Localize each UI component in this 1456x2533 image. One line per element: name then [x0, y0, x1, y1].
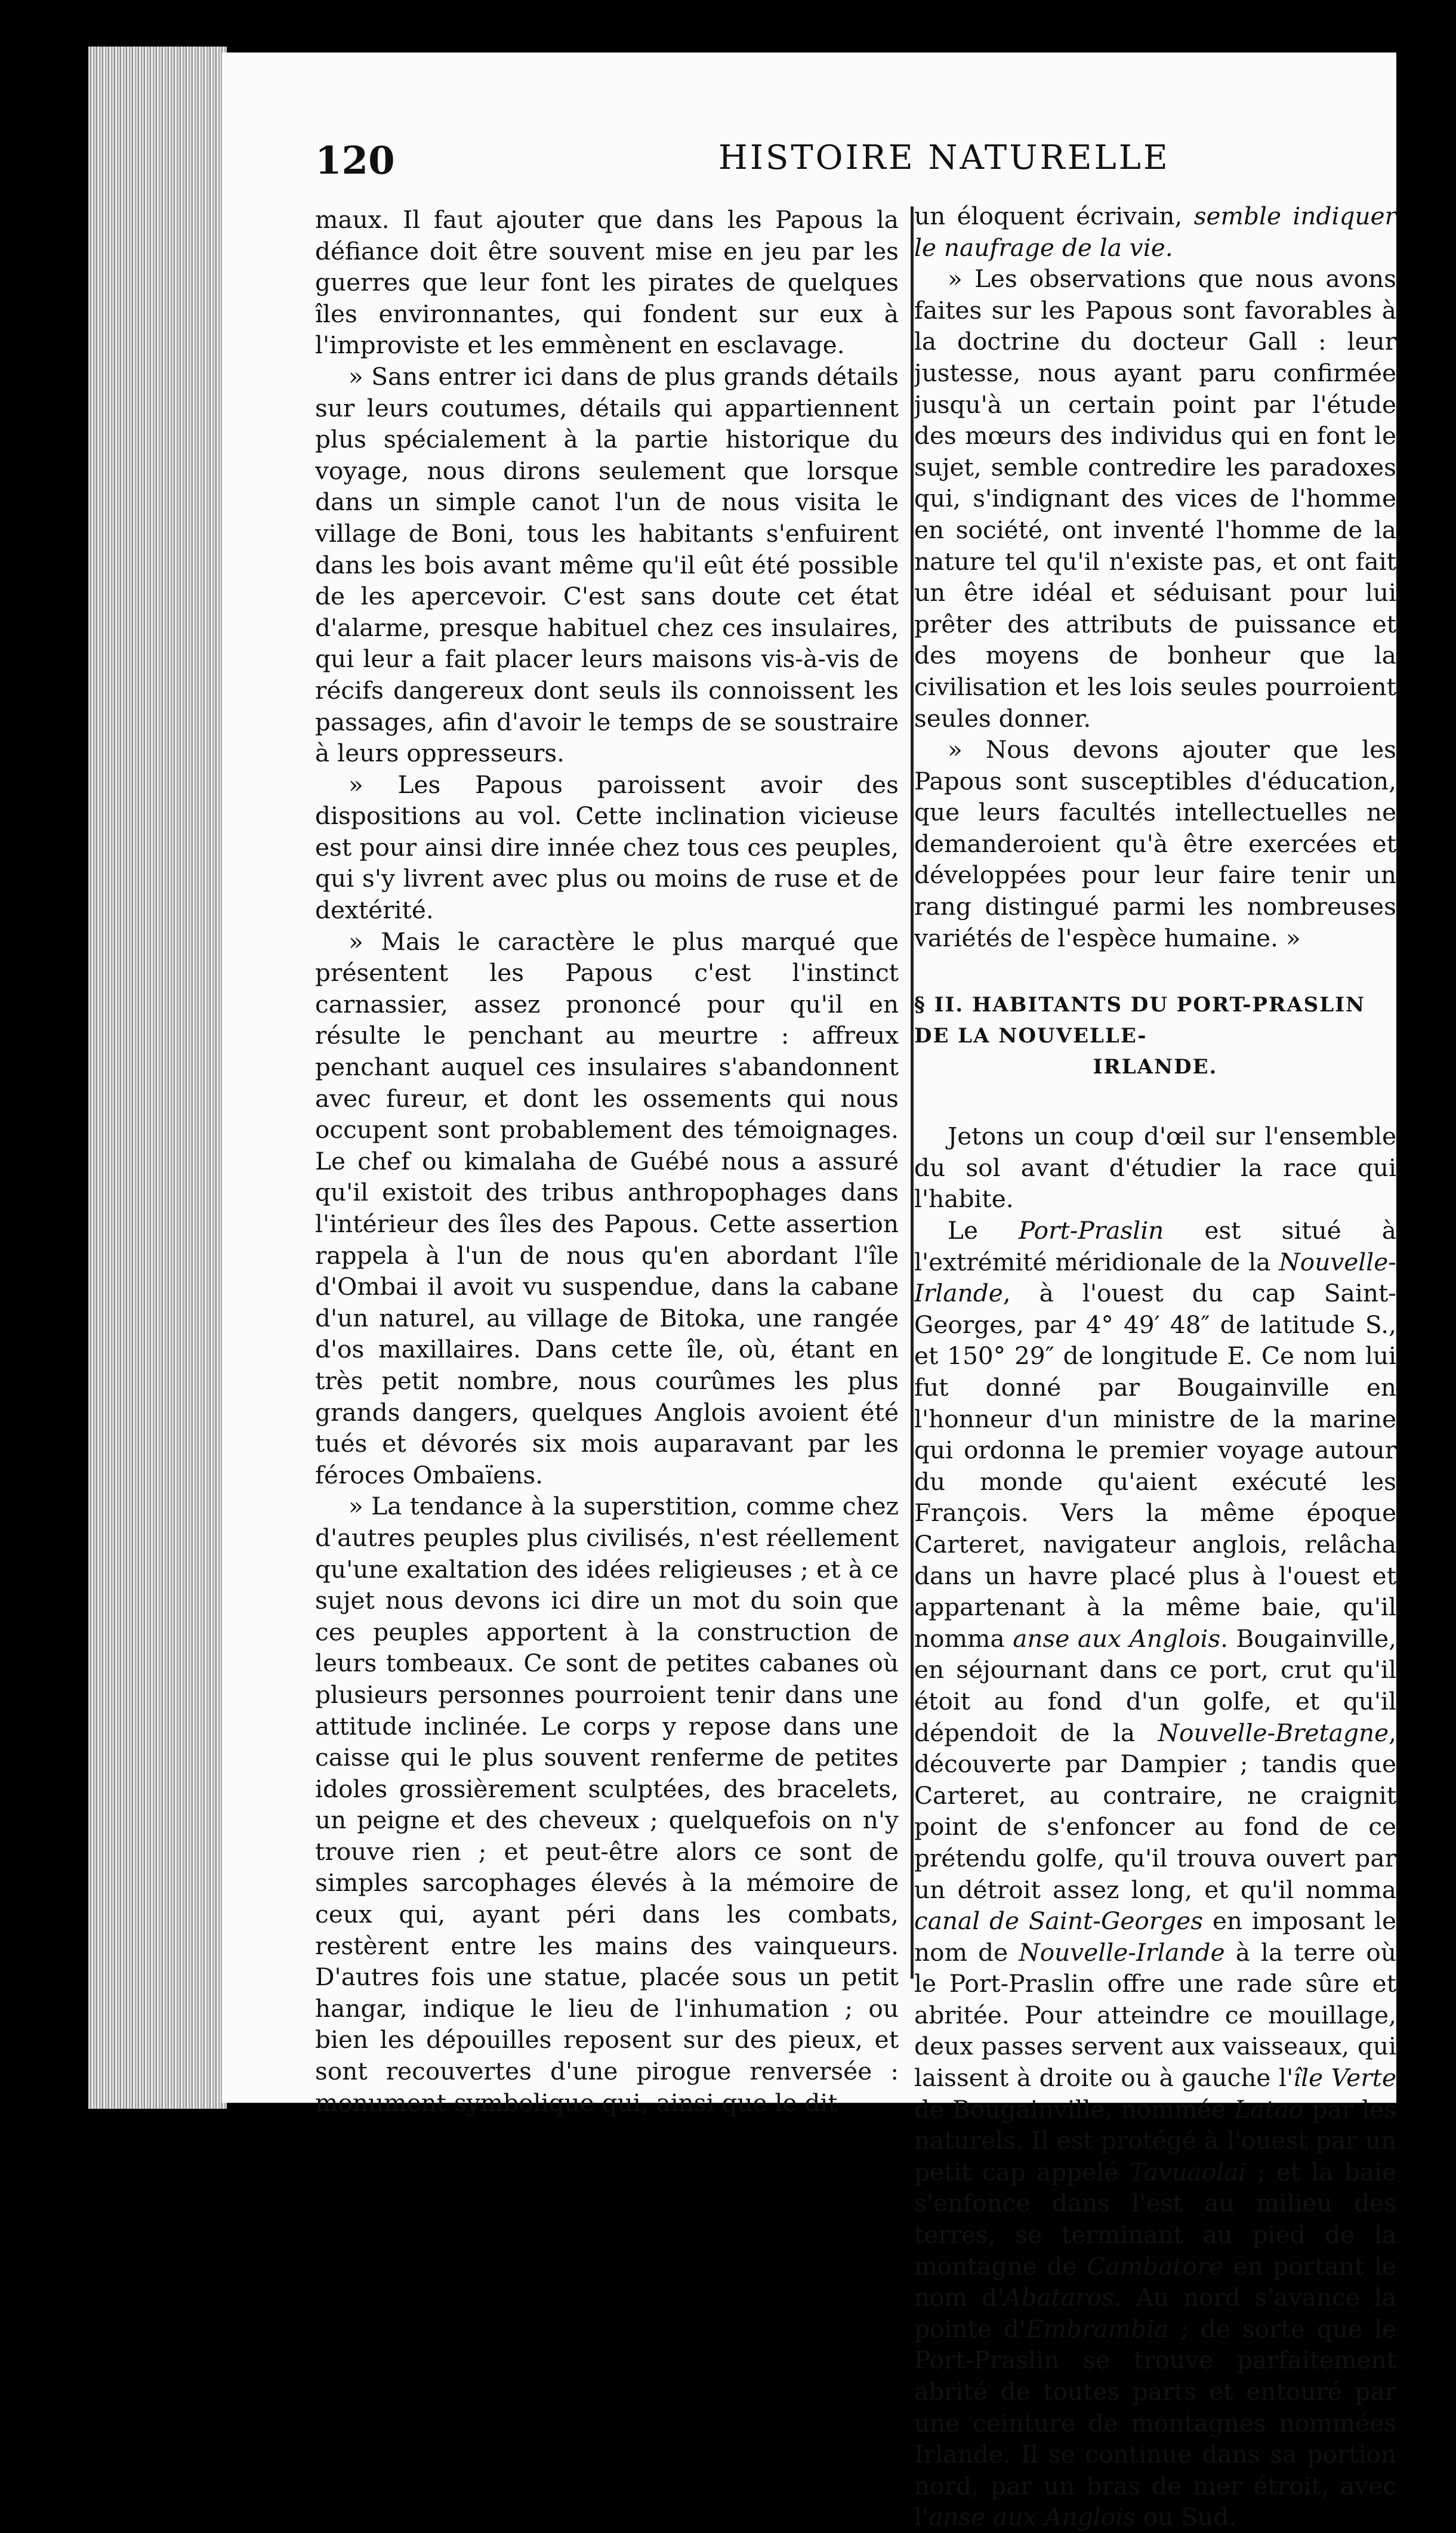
text-run: ; et la baie s'enfonce dans l'est au milieu des terres, se terminant au pied de la montagne de — [914, 2157, 1396, 2281]
italic-run: Tavuaolai — [1129, 2157, 1247, 2186]
text-run: Le — [948, 1216, 1019, 1245]
text-run: par les naturels. Il est protégé à l'ouest par un petit cap appelé — [914, 2094, 1396, 2186]
column-rule — [911, 206, 914, 1979]
italic-run: anse aux Anglois — [1013, 1624, 1221, 1653]
paragraph: » Sans entrer ici dans de plus grands détails sur leurs coutumes, détails qui appartiennent plus spécialement à la partie historique du voyage, nous dirons seulement que lorsque dans un simple canot l'un de nous visita le village de Boni, tous les habitants s'enfuirent dans les bois avant même qu'il eût été possible de les apercevoir. C'est sans doute cet état d'alarme, presque habituel chez ces insulaires, qui leur a fait placer leurs maisons vis-à-vis de récifs dangereux dont seuls ils connoissent les passages, afin d'avoir le temps de se soustraire à leurs oppresseurs. — [315, 362, 899, 768]
italic-run: Embrambia — [1025, 2314, 1169, 2343]
section-heading-line: IRLANDE. — [1093, 1055, 1218, 1079]
section-heading-line: § II. HABITANTS DU PORT-PRASLIN DE LA NOUVELLE- — [914, 993, 1366, 1048]
section-heading — [914, 989, 1396, 1082]
text-run: ; de sorte que le Port-Praslin se trouve parfaitement abrité de toutes parts et entouré par une ceinture de montagnes nommées Irlande. Il se continue dans sa portion nord, par un bras de mer étroit, avec l' — [914, 2314, 1396, 2532]
italic-run: Nouvelle-Irlande — [1019, 1937, 1225, 1967]
text-run: à la terre où le Port-Praslin offre une rade sûre et abritée. Pour atteindre ce mouillage, deux passes servent aux vaisseaux, qui laissent à droite ou à gauche l' — [914, 1937, 1396, 2093]
italic-run: canal de Saint-Georges — [914, 1906, 1204, 1936]
text-run: . Bougainville, en séjournant dans ce port, crut qu'il étoit au fond d'un golfe, et qu'il dépendoit de la — [914, 1624, 1396, 1747]
paragraph — [914, 1215, 1396, 2533]
italic-run: Port-Praslin — [1019, 1216, 1164, 1245]
paragraph: » La tendance à la superstition, comme chez d'autres peuples plus civilisés, n'est réellement qu'une exaltation des idées religieuses ; et à ce sujet nous devons ici dire un mot du soin que ces peuples apportent à la construction de leurs tombeaux. Ce sont de petites cabanes où plusieurs personnes pourroient tenir dans une attitude inclinée. Le corps y repose dans une caisse qui le plus souvent renferme de petites idoles grossièrement sculptées, des bracelets, un peigne et des cheveux ; quelquefois on n'y trouve rien ; et peut-être alors ce sont de simples sarcophages élevés à la mémoire de ceux qui, ayant péri dans les combats, restèrent entre les mains des vainqueurs. D'autres fois une statue, placée sous un petit hangar, indique le lieu de l'inhumation ; ou bien les dépouilles reposent sur des pieux, et sont recouvertes d'une pirogue renversée : monument symbolique qui, ainsi que le dit — [315, 1492, 899, 2117]
text-run: , découverte par Dampier ; tandis que Carteret, au contraire, ne craignit point de s'enfoncer au fond de ce prétendu golfe, qu'il trouva ouvert par un détroit assez long, et qu'il nomma — [914, 1718, 1396, 1904]
text-run: un éloquent écrivain, — [914, 202, 1194, 230]
paragraph: Jetons un coup d'œil sur l'ensemble du sol avant d'étudier la race qui l'habite. — [914, 1122, 1396, 1214]
text-run: en imposant le nom de — [914, 1906, 1396, 1967]
paragraph: » Nous devons ajouter que les Papous sont susceptibles d'éducation, que leurs facultés intellectuelles ne demanderoient qu'à être exercées et développées pour leur faire tenir un rang distingué parmi les nombreuses variétés de l'espèce humaine. » — [914, 735, 1396, 952]
italic-run: semble indiquer le naufrage de la vie. — [914, 202, 1396, 262]
text-run: ou Sud. — [1135, 2503, 1237, 2532]
page-edges — [88, 47, 227, 2109]
paragraph: » Les observations que nous avons faites sur les Papous sont favorables à la doctrine du docteur Gall : leur justesse, nous ayant paru confirmée jusqu'à un certain point par l'étude des mœurs des individus qui en font le sujet, semble contredire les paradoxes qui, s'indignant des vices de l'homme en société, ont inventé l'homme de la nature tel qu'il n'existe pas, et ont fait un être idéal et séduisant pour lui prêter des attributs de puissance et des moyens de bonheur que la civilisation et les lois seules pourroient seules donner. — [914, 264, 1396, 733]
running-head: HISTOIRE NATURELLE — [718, 138, 1170, 177]
page-number: 120 — [315, 138, 395, 183]
paragraph: » Mais le caractère le plus marqué que présentent les Papous c'est l'instinct carnassier, assez prononcé pour qu'il en résulte le penchant au meurtre : affreux penchant auquel ces insulaires s'abandonnent avec fureur, et dont les ossements qui nous occupent sont probablement des témoignages. Le chef ou kimalaha de Guébé nous a assuré qu'il existoit des tribus anthropophages dans l'intérieur des îles des Papous. Cette assertion rappela à l'un de nous qu'en abordant l'île d'Ombai il avoit vu suspendue, dans la cabane d'un naturel, au village de Bitoka, une rangée d'os maxillaires. Dans cette île, où, étant en très petit nombre, nous courûmes les plus grands dangers, quelques Anglois avoient été tués et dévorés six mois auparavant par les féroces Ombaïens. — [315, 927, 899, 1489]
paragraph: maux. Il faut ajouter que dans les Papous la défiance doit être souvent mise en jeu par les guerres que leur font les pirates de quelques îles environnantes, qui fondent sur eux à l'improviste et les emmènent en esclavage. — [315, 205, 899, 360]
italic-run: Latao — [1234, 2094, 1304, 2124]
text-run: de Bougainville, nommée — [914, 2094, 1235, 2124]
italic-run: Nouvelle-Irlande — [914, 1247, 1396, 1308]
italic-run: Nouvelle-Bretagne — [1158, 1718, 1389, 1747]
italic-run: île Verte — [1293, 2063, 1396, 2093]
text-run: est situé à l'extrémité méridionale de la — [914, 1216, 1396, 1276]
right-column — [914, 200, 1396, 2533]
paragraph — [914, 200, 1396, 263]
italic-run: Cambatore — [1087, 2251, 1223, 2281]
paragraph: » Les Papous paroissent avoir des dispositions au vol. Cette inclination vicieuse est pour ainsi dire innée chez tous ces peuples, qui s'y livrent avec plus ou moins de ruse et de dextérité. — [315, 770, 899, 925]
text-run: , à l'ouest du cap Saint-Georges, par 4° 49′ 48″ de latitude S., et 150° 29″ de longitude E. Ce nom lui fut donné par Bougainville en l'honneur d'un ministre de la marine qui ordonna le premier voyage autour du monde qu'aient exécuté les François. Vers la même époque Carteret, navigateur anglois, relâcha dans un havre placé plus à l'ouest et appartenant à la même baie, qu'il nomma — [914, 1279, 1396, 1653]
italic-run: anse aux Anglois — [928, 2503, 1136, 2532]
left-column — [315, 204, 899, 2118]
text-run: en portant le nom d' — [914, 2251, 1396, 2312]
text-run: . Au nord s'avance la pointe d' — [914, 2283, 1396, 2343]
italic-run: Abataros — [1004, 2283, 1114, 2312]
